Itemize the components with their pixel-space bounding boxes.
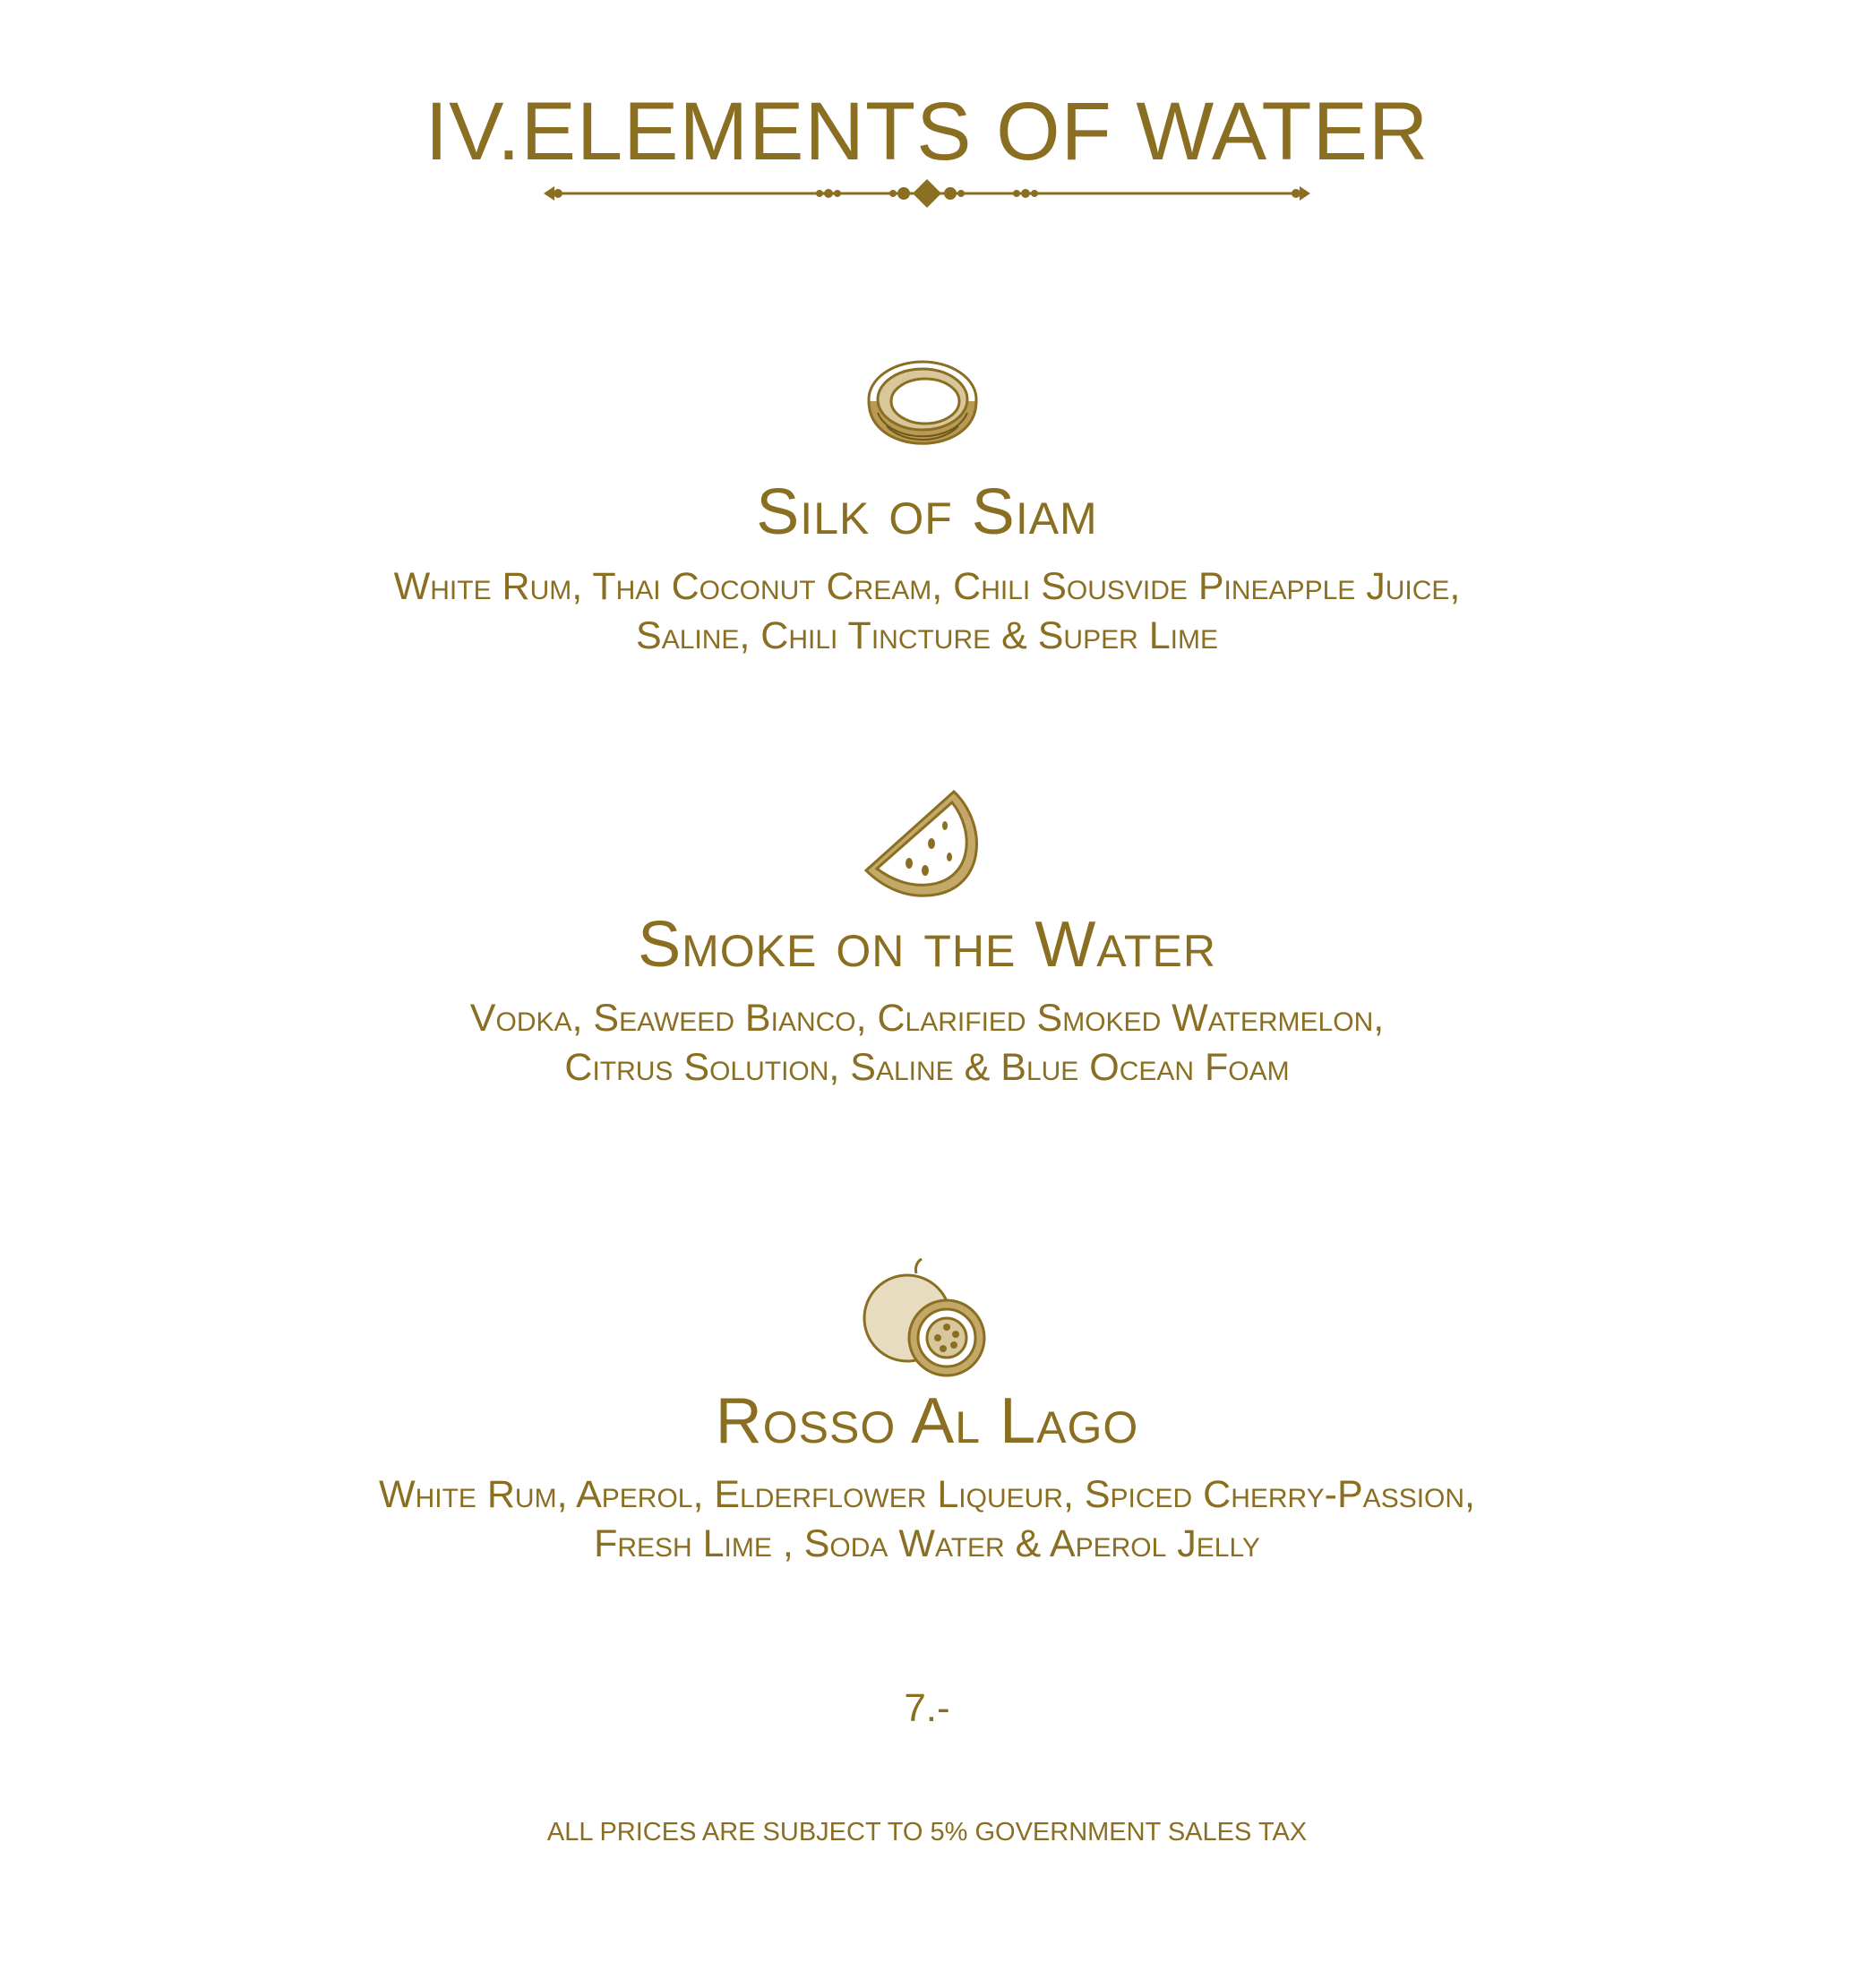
drink-description	[0, 1470, 1854, 1569]
page-title: IV.ELEMENTS OF WATER	[425, 86, 1429, 177]
coconut-icon	[855, 346, 990, 480]
drink-description-line: Vodka, Seaweed Bianco, Clarified Smoked Watermelon,	[469, 997, 1385, 1040]
passion-fruit-icon	[855, 1255, 990, 1390]
drink-name-rosso-al-lago: Rosso Al Lago	[715, 1385, 1139, 1457]
drink-description	[0, 994, 1854, 1093]
drink-description	[0, 562, 1854, 661]
ornamental-divider	[542, 176, 1312, 211]
drink-description-line: Citrus Solution, Saline & Blue Ocean Foam	[564, 1046, 1290, 1089]
tax-note: ALL PRICES ARE SUBJECT TO 5% GOVERNMENT SALES TAX	[546, 1818, 1308, 1847]
drink-description-line: Saline, Chili Tincture & Super Lime	[636, 614, 1218, 657]
drink-name-silk-of-siam: Silk of Siam	[756, 476, 1098, 548]
drink-name-smoke-on-the-water: Smoke on the Water	[638, 909, 1216, 981]
drink-description-line: White Rum, Thai Coconut Cream, Chili Sousvide Pineapple Juice,	[393, 565, 1461, 608]
drink-description-line: Fresh Lime , Soda Water & Aperol Jelly	[594, 1522, 1260, 1565]
drink-description-line: White Rum, Aperol, Elderflower Liqueur, Spiced Cherry-Passion,	[379, 1473, 1475, 1516]
price: 7.-	[904, 1686, 950, 1730]
watermelon-icon	[855, 781, 990, 915]
